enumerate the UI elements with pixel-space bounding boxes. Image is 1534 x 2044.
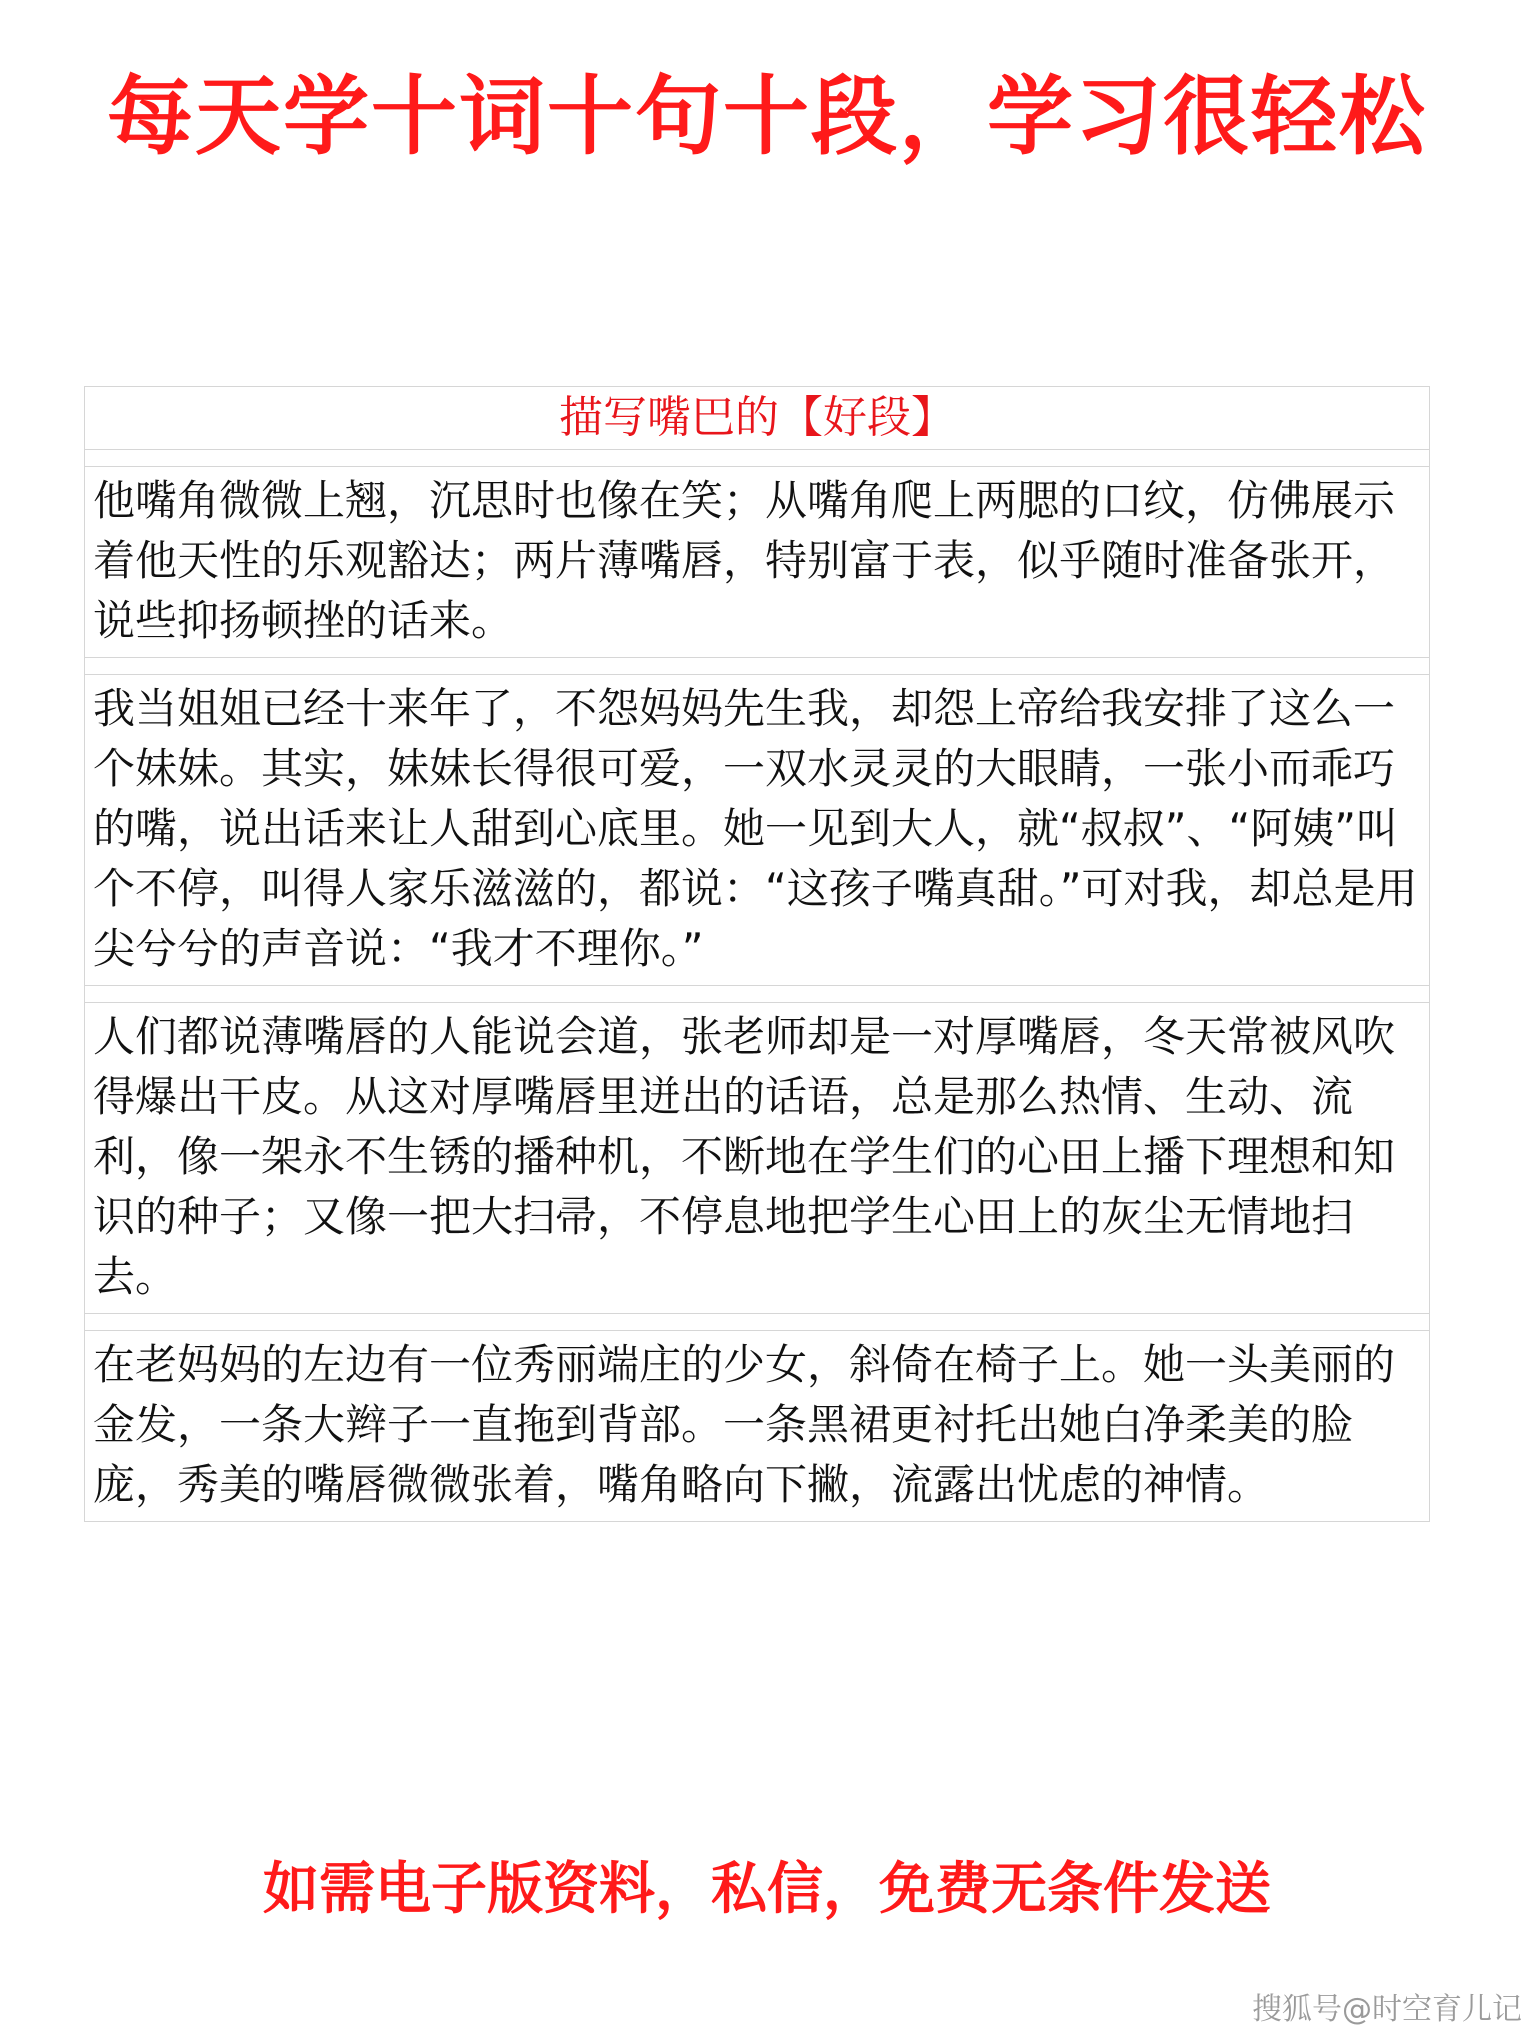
content-table bbox=[84, 386, 1430, 1522]
table-spacer-row bbox=[85, 450, 1429, 467]
paragraph-4: 在老妈妈的左边有一位秀丽端庄的少女，斜倚在椅子上。她一头美丽的金发，一条大辫子一直拖到背部。一条黑裙更衬托出她白净柔美的脸庞，秀美的嘴唇微微张着，嘴角略向下撇，流露出忧虑的神情。 bbox=[93, 1340, 1396, 1509]
footer-note: 如需电子版资料，私信，免费无条件发送 bbox=[263, 1857, 1271, 1922]
paragraph-2: 我当姐姐已经十来年了，不怨妈妈先生我，却怨上帝给我安排了这么一个妹妹。其实，妹妹长得很可爱，一双水灵灵的大眼睛，一张小而乖巧的嘴，说出话来让人甜到心底里。她一见到大人，就“叔叔”、“阿姨”叫个不停，叫得人家乐滋滋的，都说：“这孩子嘴真甜。”可对我，却总是用尖兮兮的声音说：“我才不理你。” bbox=[85, 675, 1429, 986]
table-spacer-row bbox=[85, 1314, 1429, 1331]
paragraph-1: 他嘴角微微上翘，沉思时也像在笑；从嘴角爬上两腮的口纹，仿佛展示着他天性的乐观豁达；两片薄嘴唇，特别富于表，似乎随时准备张开，说些抑扬顿挫的话来。 bbox=[85, 467, 1429, 658]
paragraph-3: 人们都说薄嘴唇的人能说会道，张老师却是一对厚嘴唇，冬天常被风吹得爆出干皮。从这对厚嘴唇里迸出的话语，总是那么热情、生动、流利，像一架永不生锈的播种机，不断地在学生们的心田上播下理想和知识的种子；又像一把大扫帚，不停息地把学生心田上的灰尘无情地扫去。 bbox=[85, 1003, 1429, 1314]
table-spacer-row bbox=[85, 986, 1429, 1003]
table-header: 描写嘴巴的【好段】 bbox=[85, 387, 1429, 450]
watermark: 搜狐号@时空育儿记 bbox=[1252, 1992, 1522, 2027]
page-title: 每天学十词十句十段，学习很轻松 bbox=[107, 67, 1427, 167]
table-spacer-row bbox=[85, 658, 1429, 675]
